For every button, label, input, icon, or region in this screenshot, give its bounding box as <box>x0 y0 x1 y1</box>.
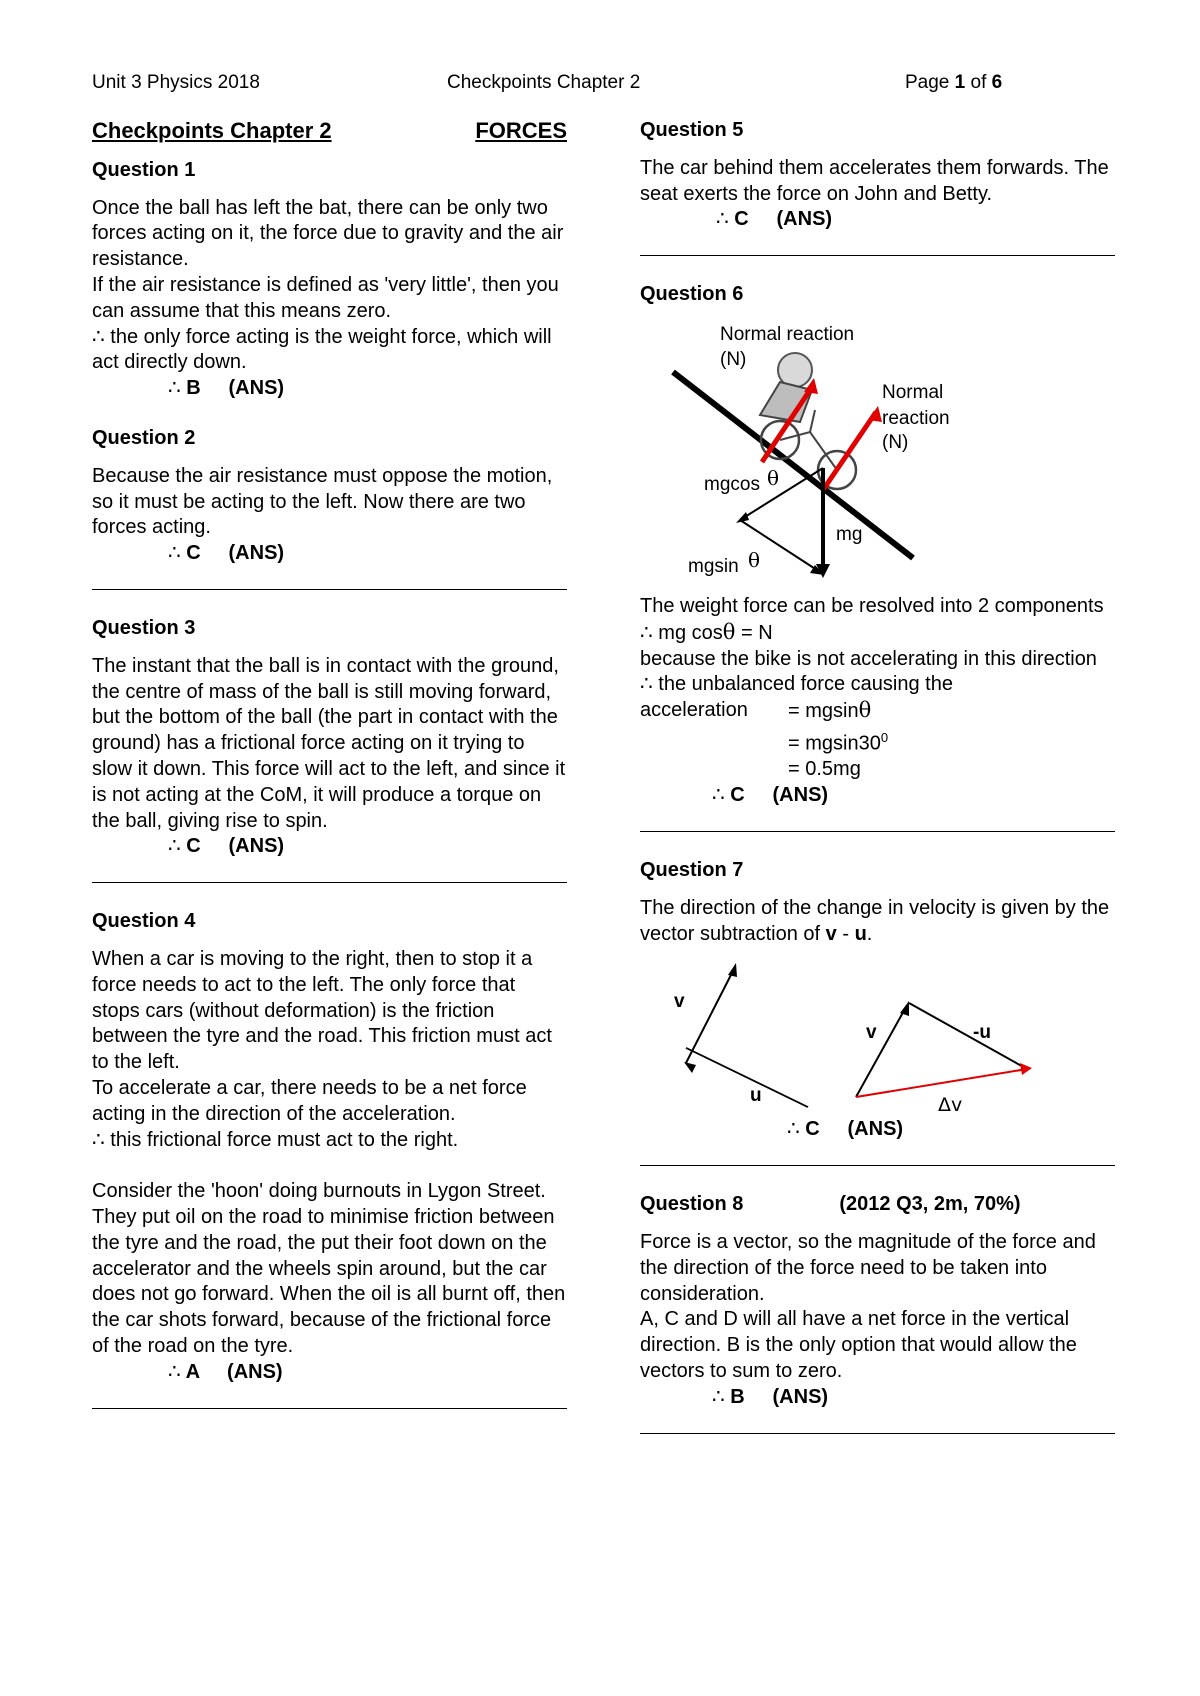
header-center: Checkpoints Chapter 2 <box>447 72 641 93</box>
q7-u: u <box>854 922 867 945</box>
question-7-para-1 <box>640 896 1115 948</box>
therefore-symbol: ∴ <box>712 784 725 807</box>
header-left: Unit 3 Physics 2018 <box>92 72 260 93</box>
divider <box>640 1433 1115 1434</box>
question-5-answer <box>640 207 1115 233</box>
question-7-title: Question 7 <box>640 859 744 882</box>
divider <box>92 589 567 590</box>
question-8 <box>640 1192 1115 1410</box>
question-1 <box>92 158 567 402</box>
eq2-text: = mgsin <box>788 700 859 723</box>
divider <box>92 882 567 883</box>
question-4-para-1: When a car is moving to the right, then to stop it a force needs to act to the left. The only force that stops cars (without deformation) is the friction between the tyre and the road. This friction must act to the left. <box>92 947 552 1074</box>
question-6-eq-3 <box>640 725 1115 757</box>
therefore-symbol: ∴ <box>168 835 181 858</box>
question-4-para-2: To accelerate a car, there needs to be a net force acting in the direction of the acceleration. <box>92 1076 527 1125</box>
right-column <box>640 118 1115 1460</box>
question-7-answer <box>640 1117 1115 1143</box>
vector-minus-u <box>909 1003 1027 1069</box>
question-6-para-3: ∴ the unbalanced force causing the <box>640 673 953 696</box>
question-3-para-1: The instant that the ball is in contact with the ground, the centre of mass of the ball is still moving forward, but the bottom of the ball (the part in contact with the ground) has a frictional force acting on it trying to slow it down. This force will act to the left, and since it is not acting at the CoM, it will produce a torque on the ball, giving rise to spin. <box>92 654 566 832</box>
question-4-para-4: Consider the 'hoon' doing burnouts in Lygon Street. They put oil on the road to minimise friction between the tyre and the road, the put their foot down on the accelerator and the wheels spin around, but the car does not go forward. When the oil is all burnt off, then the car shots forward, because of the frictional force of the road on the tyre. <box>92 1180 566 1358</box>
therefore-symbol: ∴ <box>168 377 181 400</box>
label-v-1: v <box>674 991 685 1013</box>
label-theta-2: θ <box>748 547 761 572</box>
incline-force-diagram <box>640 320 950 580</box>
question-2-title: Question 2 <box>92 426 196 449</box>
question-4-para-3: ∴ this frictional force must act to the right. <box>92 1128 459 1151</box>
divider <box>640 255 1115 256</box>
vector-delta-v <box>856 1069 1027 1097</box>
therefore-symbol: ∴ <box>712 1385 725 1408</box>
eq4-text: = 0.5mg <box>788 758 861 781</box>
page-number: 1 <box>954 72 966 93</box>
label-normal-reaction-2-symbol: (N) <box>882 431 909 453</box>
eq3-sup: 0 <box>880 729 889 745</box>
answer-text: C (ANS) <box>805 1118 904 1141</box>
label-normal-reaction-1-symbol: (N) <box>720 348 747 370</box>
label-mg: mg <box>836 523 863 545</box>
page-of: of <box>965 72 992 93</box>
vector-subtraction-diagram <box>640 947 1060 1117</box>
question-8-para-2: A, C and D will all have a net force in the vertical direction. B is the only option that would allow the vectors to sum to zero. <box>640 1308 1077 1382</box>
label-delta-v: Δv <box>938 1094 963 1117</box>
q7-v: v <box>825 922 837 945</box>
title-right: FORCES <box>475 118 567 143</box>
question-4 <box>92 909 567 1386</box>
question-1-para-1: Once the ball has left the bat, there can be only two forces acting on it, the force due to gravity and the air resistance. <box>92 196 564 271</box>
therefore-symbol: ∴ <box>168 542 181 565</box>
label-mgsin: mgsin <box>688 555 739 577</box>
title-left: Checkpoints Chapter 2 <box>92 118 332 143</box>
question-8-para-1: Force is a vector, so the magnitude of the force and the direction of the force need to be taken into consideration. <box>640 1231 1096 1305</box>
answer-text: C (ANS) <box>730 784 829 807</box>
vector-v-1 <box>686 969 734 1063</box>
eq3-value <box>788 725 888 757</box>
question-6-para-1: The weight force can be resolved into 2 components <box>640 594 1104 617</box>
answer-text: B (ANS) <box>186 377 285 400</box>
question-8-title-row <box>640 1192 1115 1218</box>
divider <box>640 1165 1115 1166</box>
question-1-para-2: If the air resistance is defined as 'very little', then you can assume that this means zero. <box>92 273 559 322</box>
vector-u-1 <box>686 1048 808 1107</box>
q7-end: . <box>866 922 873 945</box>
eq2-value <box>788 698 871 725</box>
answer-text: B (ANS) <box>730 1385 829 1408</box>
question-6-eq-2 <box>640 698 1115 725</box>
question-8-answer <box>640 1385 1115 1411</box>
question-4-title: Question 4 <box>92 910 196 933</box>
therefore-symbol: ∴ <box>168 1360 181 1383</box>
eq3-text: = mgsin30 <box>788 732 881 755</box>
question-1-title: Question 1 <box>92 158 196 181</box>
question-6 <box>640 282 1115 809</box>
eq2-label: acceleration <box>640 699 748 722</box>
page-total: 6 <box>991 72 1003 93</box>
question-4-answer <box>92 1360 567 1386</box>
answer-text: C (ANS) <box>734 208 833 231</box>
question-5 <box>640 118 1115 233</box>
question-5-para-1: The car behind them accelerates them forwards. The seat exerts the force on John and Betty. <box>640 156 1109 205</box>
divider <box>640 831 1115 832</box>
label-normal-reaction-2-line2: reaction <box>882 407 950 429</box>
document-title <box>92 118 567 144</box>
question-2-answer <box>92 541 567 567</box>
left-column <box>92 118 567 1435</box>
question-2-para-1: Because the air resistance must oppose the motion, so it must be acting to the left. Now there are two forces acting. <box>92 464 553 539</box>
label-u-1: u <box>750 1085 762 1107</box>
question-6-eq-4 <box>640 757 1115 783</box>
label-mgcos: mgcos <box>704 473 760 495</box>
question-3-title: Question 3 <box>92 616 196 639</box>
header-page <box>905 72 1002 94</box>
question-8-meta: (2012 Q3, 2m, 70%) <box>839 1193 1021 1216</box>
label-theta-1: θ <box>767 465 780 490</box>
eq1-text: ∴ mg cos <box>640 621 723 644</box>
theta-symbol: θ <box>722 619 736 644</box>
eq1-end: = N <box>735 621 773 644</box>
question-1-answer <box>92 376 567 402</box>
question-5-title: Question 5 <box>640 119 744 141</box>
question-2 <box>92 426 567 567</box>
question-6-answer <box>640 783 1115 809</box>
answer-text: C (ANS) <box>186 542 285 565</box>
label-minus-u: -u <box>973 1022 991 1044</box>
therefore-symbol: ∴ <box>787 1118 800 1141</box>
label-v-2: v <box>866 1022 877 1044</box>
question-7 <box>640 858 1115 1143</box>
label-normal-reaction-1: Normal reaction <box>720 323 855 345</box>
page-prefix: Page <box>905 72 955 93</box>
question-1-para-3: ∴ the only force acting is the weight force, which will act directly down. <box>92 325 552 374</box>
q7-minus: - <box>836 922 855 945</box>
question-6-title: Question 6 <box>640 283 744 306</box>
label-normal-reaction-2: Normal <box>882 381 944 403</box>
answer-text: C (ANS) <box>186 835 285 858</box>
question-3 <box>92 616 567 860</box>
vector-v-2 <box>856 1007 906 1097</box>
question-6-eq-1 <box>640 620 1115 647</box>
therefore-symbol: ∴ <box>716 208 729 231</box>
q7-text: The direction of the change in velocity is given by the vector subtraction of <box>640 896 1110 945</box>
divider <box>92 1408 567 1409</box>
question-6-para-2: because the bike is not accelerating in this direction <box>640 647 1097 670</box>
answer-text: A (ANS) <box>185 1360 283 1383</box>
question-8-title: Question 8 <box>640 1193 744 1216</box>
question-3-answer <box>92 834 567 860</box>
theta-symbol: θ <box>858 698 872 723</box>
